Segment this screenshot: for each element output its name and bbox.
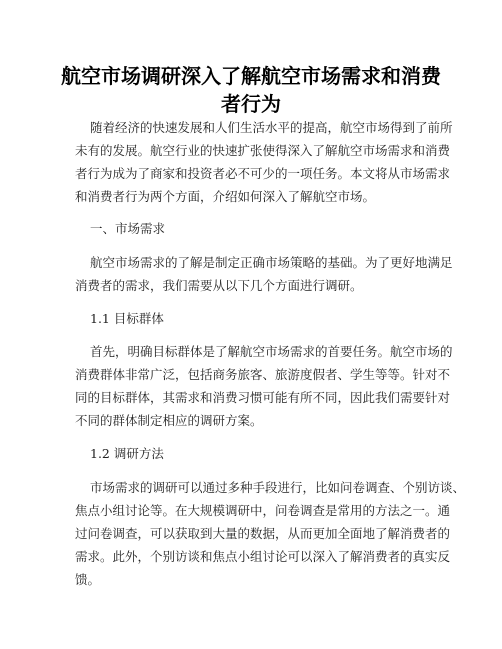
paragraph-line: 消费者的需求，我们需要从以下几个方面进行调研。 bbox=[75, 278, 363, 293]
paragraph-line: 市场需求的调研可以通过多种手段进行，比如问卷调查、个别访谈、 bbox=[90, 480, 466, 495]
paragraph-line: 未有的发展。航空行业的快速扩张使得深入了解航空市场需求和消费 bbox=[75, 143, 451, 158]
paragraph-line: 馈。 bbox=[75, 572, 101, 587]
document-title-line-2: 者行为 bbox=[221, 92, 281, 116]
paragraph-line: 焦点小组讨论等。在大规模调研中，问卷调查是常用的方法之一。通 bbox=[75, 503, 451, 518]
section-heading: 一、市场需求 bbox=[90, 221, 166, 236]
paragraph-line: 不同的群体制定相应的调研方案。 bbox=[75, 413, 263, 428]
paragraph-line: 需求。此外，个别访谈和焦点小组讨论可以深入了解消费者的真实反 bbox=[75, 549, 451, 564]
subsection-heading: 1.1 目标群体 bbox=[90, 311, 164, 326]
paragraph-line: 消费群体非常广泛，包括商务旅客、旅游度假者、学生等等。针对不 bbox=[75, 367, 451, 382]
paragraph-line: 同的目标群体，其需求和消费习惯可能有所不同，因此我们需要针对 bbox=[75, 390, 451, 405]
paragraph-line: 过问卷调查，可以获取到大量的数据，从而更加全面地了解消费者的 bbox=[75, 526, 451, 541]
document-title-line-1: 航空市场调研深入了解航空市场需求和消费 bbox=[61, 64, 441, 88]
paragraph-line: 首先，明确目标群体是了解航空市场需求的首要任务。航空市场的 bbox=[90, 344, 453, 359]
paragraph-line: 航空市场需求的了解是制定正确市场策略的基础。为了更好地满足 bbox=[90, 255, 453, 270]
paragraph-line: 随着经济的快速发展和人们生活水平的提高，航空市场得到了前所 bbox=[90, 120, 453, 135]
subsection-heading: 1.2 调研方法 bbox=[90, 446, 164, 461]
paragraph-line: 者行为成为了商家和投资者必不可少的一项任务。本文将从市场需求 bbox=[75, 166, 451, 181]
paragraph-line: 和消费者行为两个方面，介绍如何深入了解航空市场。 bbox=[75, 189, 376, 204]
